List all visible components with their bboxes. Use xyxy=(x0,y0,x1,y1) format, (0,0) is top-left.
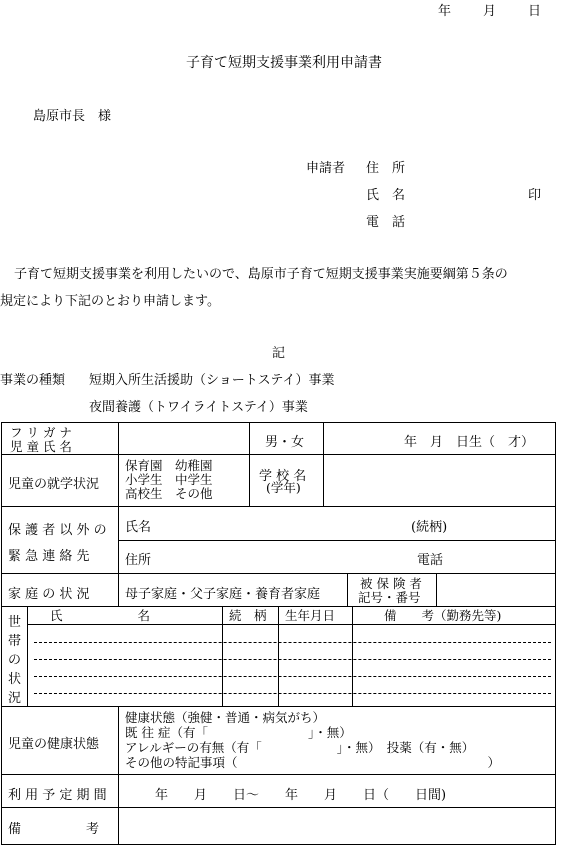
remarks-label-cell xyxy=(2,808,118,844)
school-option-line[interactable]: 保育園 幼稚園 xyxy=(125,458,213,473)
household-label-char: 世 xyxy=(8,615,22,630)
usage-period-label: 利 用 予 定 期 間 xyxy=(8,788,107,803)
emergency-name-label: 氏名 xyxy=(125,520,152,535)
date-line xyxy=(438,0,541,19)
household-entry-line[interactable] xyxy=(34,693,551,694)
other-notes-line[interactable]: その他の特記事項（ ） xyxy=(125,755,501,770)
insured-label-2: 記号・番号 xyxy=(358,590,421,605)
emergency-contact-row xyxy=(2,507,555,574)
family-status-row xyxy=(2,574,555,607)
household-column-divider xyxy=(278,607,279,706)
emergency-contact-label-cell xyxy=(2,507,118,573)
remarks-row xyxy=(2,808,555,844)
date-month: 月 xyxy=(483,4,497,19)
emergency-contact-fields xyxy=(118,507,555,573)
remarks-field[interactable] xyxy=(118,808,555,844)
school-name-label-cell xyxy=(249,455,323,506)
school-name-field[interactable] xyxy=(323,455,555,506)
service-option-twilight-stay[interactable]: 夜間養護（トワイライトステイ）事業 xyxy=(89,400,308,415)
gender-cell[interactable] xyxy=(249,423,323,454)
allergy-medication-line[interactable]: アレルギーの有無（有「 」・無） 投薬（有・無） xyxy=(125,740,475,755)
household-label-char: 帯 xyxy=(8,634,22,649)
ki-heading: 記 xyxy=(272,346,286,361)
addressee: 島原市長 様 xyxy=(33,109,112,124)
health-label-cell xyxy=(2,707,118,774)
emergency-name-field[interactable] xyxy=(119,507,555,541)
health-label: 児童の健康状態 xyxy=(8,737,100,752)
insured-number-field[interactable] xyxy=(437,574,555,606)
child-name-row xyxy=(2,423,555,455)
applicant-label: 申請者 xyxy=(306,161,346,176)
school-status-row xyxy=(2,455,555,507)
emergency-address-label: 住所 xyxy=(125,553,152,568)
household-entry-line[interactable] xyxy=(34,659,551,660)
birthdate-text: 年 月 日生（ 才） xyxy=(404,435,535,450)
school-option-line[interactable]: 小学生 中学生 xyxy=(125,472,213,487)
household-entry-line[interactable] xyxy=(34,642,551,643)
seal-mark: 印 xyxy=(528,188,542,203)
usage-period-label-cell xyxy=(2,775,118,807)
child-name-label-cell xyxy=(2,423,118,454)
emergency-contact-label-1: 保 護 者 以 外 の xyxy=(8,523,107,538)
household-entry-line[interactable] xyxy=(34,676,551,677)
emergency-phone-label: 電話 xyxy=(417,553,444,568)
emergency-contact-label-2: 緊 急 連 絡 先 xyxy=(8,549,90,564)
insured-label-cell xyxy=(347,574,437,606)
emergency-address-field[interactable] xyxy=(119,541,555,573)
family-options[interactable]: 母子家庭・父子家庭・養育者家庭 xyxy=(125,587,321,602)
body-text-line-2: 規定により下記のとおり申請します。 xyxy=(0,294,220,309)
health-details-cell[interactable] xyxy=(118,707,555,774)
document-title: 子育て短期支援事業利用申請書 xyxy=(186,55,382,71)
school-name-label: 学 校 名 xyxy=(259,469,307,484)
household-col-birth: 生年月日 xyxy=(285,608,336,623)
service-type-label: 事業の種類 xyxy=(0,373,66,388)
household-row xyxy=(2,607,555,707)
insured-label-1: 被 保 険 者 xyxy=(360,576,422,591)
household-column-divider xyxy=(352,607,353,706)
household-label-cell xyxy=(2,607,27,706)
household-col-relation: 続 柄 xyxy=(229,608,267,623)
applicant-address-label: 住 所 xyxy=(366,161,406,176)
furigana-label: フ リ ガ ナ xyxy=(10,425,72,440)
applicant-name-label: 氏 名 xyxy=(366,188,406,203)
service-option-short-stay[interactable]: 短期入所生活援助（ショートステイ）事業 xyxy=(89,373,335,388)
school-status-label-cell xyxy=(2,455,118,506)
household-col-remarks: 備 考（勤務先等) xyxy=(384,608,502,623)
household-column-divider xyxy=(222,607,223,706)
usage-period-field[interactable] xyxy=(118,775,555,807)
emergency-relation-label: (続柄) xyxy=(411,520,448,535)
health-row xyxy=(2,707,555,775)
child-name-field[interactable] xyxy=(118,423,249,454)
household-label-char: 況 xyxy=(8,691,22,706)
date-day: 日 xyxy=(528,4,542,19)
birthdate-cell[interactable] xyxy=(323,423,555,454)
usage-period-row xyxy=(2,775,555,808)
date-year: 年 xyxy=(438,4,452,19)
household-table xyxy=(27,607,555,706)
household-col-name: 氏 名 xyxy=(50,608,151,623)
family-options-cell[interactable] xyxy=(118,574,347,606)
household-label-char: 状 xyxy=(8,672,22,687)
school-status-label: 児童の就学状況 xyxy=(8,477,100,492)
grade-label: (学年) xyxy=(266,480,301,495)
application-form-table xyxy=(1,422,556,845)
family-status-label-cell xyxy=(2,574,118,606)
child-name-label: 児 童 氏 名 xyxy=(10,439,72,454)
family-status-label: 家 庭 の 状 況 xyxy=(8,587,90,602)
remarks-label: 備 考 xyxy=(8,822,100,837)
body-text-line-1: 子育て短期支援事業を利用したいので、島原市子育て短期支援事業実施要綱第５条の xyxy=(14,267,508,282)
school-options-cell[interactable] xyxy=(118,455,249,506)
school-option-line[interactable]: 高校生 その他 xyxy=(125,486,213,501)
household-header xyxy=(28,607,555,625)
usage-period-text: 年 月 日〜 年 月 日（ 日間) xyxy=(155,788,447,803)
medical-history-line[interactable]: 既 往 症（有「 」・無） xyxy=(125,725,352,740)
gender-options: 男・女 xyxy=(265,435,305,450)
health-condition-line[interactable]: 健康状態（強健・普通・病気がち） xyxy=(125,710,326,725)
applicant-phone-label: 電 話 xyxy=(366,215,406,230)
household-label-char: の xyxy=(8,653,22,668)
